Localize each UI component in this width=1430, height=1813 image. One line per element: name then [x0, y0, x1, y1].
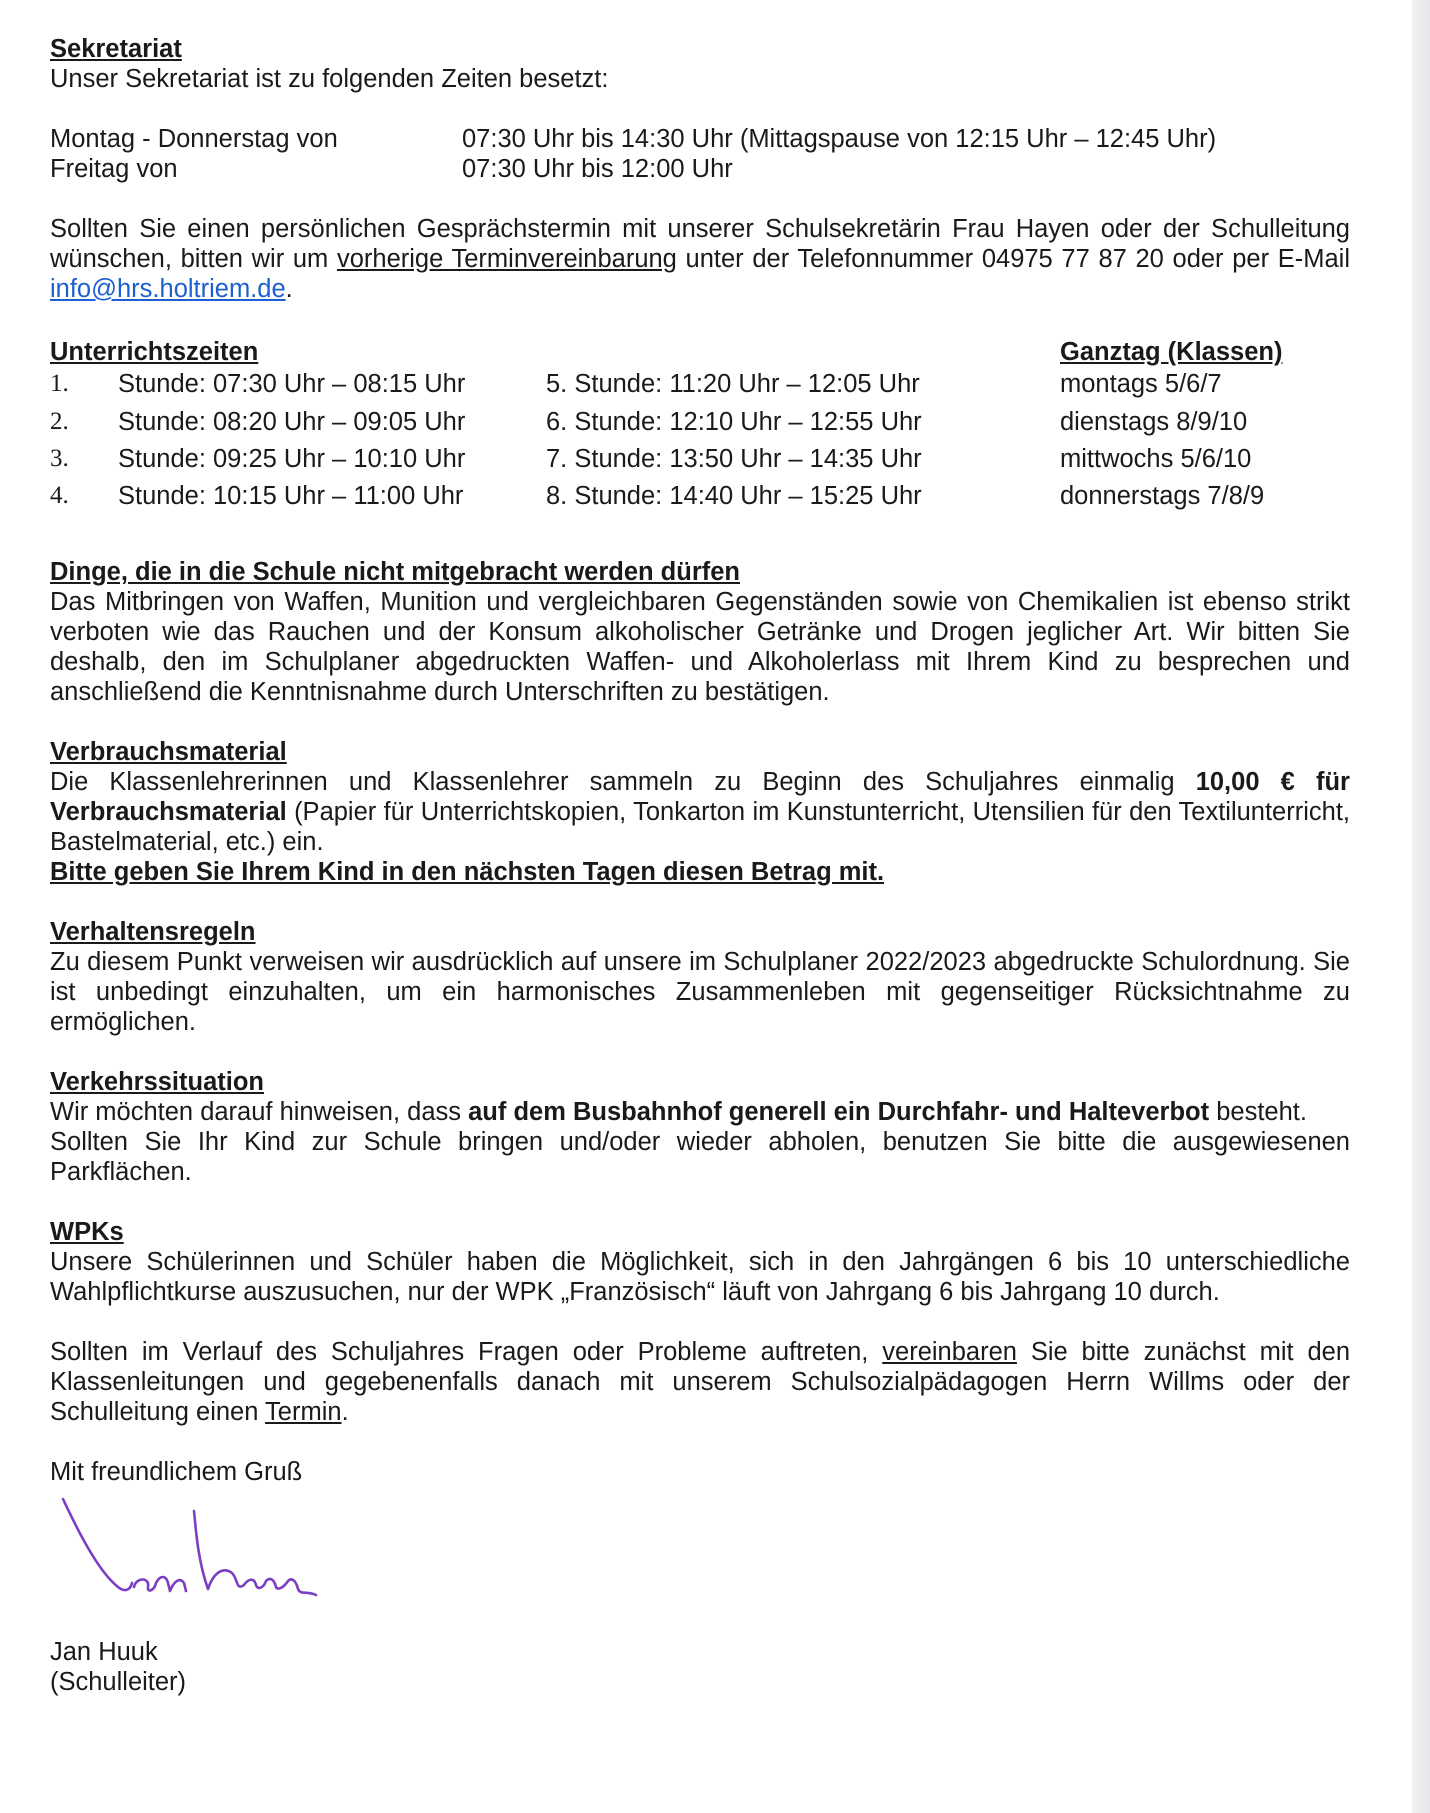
schedule-row	[50, 369, 1350, 405]
verbrauch-note: Bitte geben Sie Ihrem Kind in den nächsten Tagen diesen Betrag mit.	[50, 858, 885, 886]
verbrauch-text	[50, 767, 1350, 857]
heading-sekretariat: Sekretariat	[50, 35, 182, 63]
hours-row	[50, 124, 1350, 154]
hours-row	[50, 154, 1350, 184]
lesson-time: Stunde: 09:25 Uhr – 10:10 Uhr	[118, 445, 466, 473]
lesson-time: 8. Stunde: 14:40 Uhr – 15:25 Uhr	[546, 482, 922, 510]
lesson-number: 3.	[50, 445, 69, 472]
signer-name: Jan Huuk	[50, 1638, 158, 1666]
schedule-row	[50, 444, 1350, 480]
heading-verkehrssituation: Verkehrssituation	[50, 1068, 264, 1096]
ganztag-entry: montags 5/6/7	[1060, 370, 1222, 398]
heading-unterrichtszeiten: Unterrichtszeiten	[50, 338, 259, 366]
lesson-time: Stunde: 07:30 Uhr – 08:15 Uhr	[118, 370, 466, 398]
ganztag-entry: mittwochs 5/6/10	[1060, 445, 1252, 473]
hours-time: 07:30 Uhr bis 14:30 Uhr (Mittagspause von 12:15 Uhr – 12:45 Uhr)	[462, 125, 1217, 153]
section-sekretariat	[50, 34, 1350, 304]
hours-time: 07:30 Uhr bis 12:00 Uhr	[462, 155, 733, 183]
page-edge	[1412, 0, 1430, 1813]
contact-end: .	[285, 275, 293, 303]
sekretariat-intro: Unser Sekretariat ist zu folgenden Zeiten besetzt:	[50, 65, 609, 93]
section-unterrichtszeiten	[50, 337, 1350, 527]
ganztag-entry: dienstags 8/9/10	[1060, 408, 1248, 436]
wpk-text: Unsere Schülerinnen und Schüler haben die Möglichkeit, sich in den Jahrgängen 6 bis 10 unterschiedliche Wahlpflichtkurse auszusuchen, nur der WPK „Französisch“ läuft von Jahrgang 6 bis Jahrgang 10 durch.	[50, 1248, 1350, 1306]
hours-days: Montag - Donnerstag von	[50, 125, 338, 153]
verbrauch-text-part: (Papier für Unterrichtskopien, Tonkarton im Kunstunterricht, Utensilien für den Textilunterricht, Bastelmaterial, etc.) ein.	[50, 798, 1350, 856]
section-verkehrssituation	[50, 1067, 1350, 1187]
email-link[interactable]: info@hrs.holtriem.de	[50, 275, 286, 303]
verbrauch-text-part: Die Klassenlehrerinnen und Klassenlehrer sammeln zu Beginn des Schuljahres einmalig	[50, 768, 1196, 796]
verkehr-text-2: Sollten Sie Ihr Kind zur Schule bringen und/oder wieder abholen, benutzen Sie bitte die ausgewiesenen Parkflächen.	[50, 1128, 1350, 1186]
closing-underlined: Termin	[265, 1398, 342, 1426]
section-verhaltensregeln	[50, 917, 1350, 1037]
document-page	[50, 34, 1350, 1697]
contact-paragraph	[50, 214, 1350, 304]
contact-text: Sollten Sie einen persönlichen Gesprächstermin mit unserer Schulsekretärin Frau Hayen oder der Schulleitung wünschen, bitten wir um	[50, 215, 1350, 273]
heading-verbrauchsmaterial: Verbrauchsmaterial	[50, 738, 287, 766]
lesson-time: 7. Stunde: 13:50 Uhr – 14:35 Uhr	[546, 445, 922, 473]
section-verbotene-dinge	[50, 557, 1350, 707]
lesson-number: 1.	[50, 370, 69, 397]
lesson-time: 5. Stunde: 11:20 Uhr – 12:05 Uhr	[546, 370, 920, 398]
heading-wpks: WPKs	[50, 1218, 124, 1246]
verkehr-bold: auf dem Busbahnhof generell ein Durchfahr- und Halteverbot	[468, 1098, 1210, 1126]
closing-paragraph	[50, 1337, 1350, 1427]
schedule-row	[50, 481, 1350, 517]
heading-dinge: Dinge, die in die Schule nicht mitgebracht werden dürfen	[50, 558, 741, 586]
verkehr-text-part: besteht.	[1209, 1098, 1307, 1126]
hours-days: Freitag von	[50, 155, 178, 183]
lesson-time: Stunde: 08:20 Uhr – 09:05 Uhr	[118, 408, 466, 436]
signer-role: (Schulleiter)	[50, 1668, 187, 1696]
contact-text: unter der Telefonnummer 04975 77 87 20 oder per E-Mail	[676, 245, 1350, 273]
signature-icon	[58, 1491, 358, 1631]
section-closing	[50, 1337, 1350, 1697]
schedule-row	[50, 407, 1350, 443]
dinge-text: Das Mitbringen von Waffen, Munition und vergleichbaren Gegenständen sowie von Chemikalien ist ebenso strikt verboten wie das Rauchen und der Konsum alkoholischer Getränke und Drogen jeglicher Art. Wir bitten Sie deshalb, den im Schulplaner abgedruckten Waffen- und Alkoholerlass mit Ihrem Kind zu besprechen und anschließend die Kenntnisnahme durch Unterschriften zu bestätigen.	[50, 588, 1350, 706]
ganztag-entry: donnerstags 7/8/9	[1060, 482, 1265, 510]
verhalten-text: Zu diesem Punkt verweisen wir ausdrücklich auf unsere im Schulplaner 2022/2023 abgedruckte Schulordnung. Sie ist unbedingt einzuhalten, um ein harmonisches Zusammenleben mit gegenseitiger Rücksichtnahme zu ermöglichen.	[50, 948, 1350, 1036]
heading-ganztag: Ganztag (Klassen)	[1060, 338, 1283, 366]
heading-verhaltensregeln: Verhaltensregeln	[50, 918, 256, 946]
verkehr-text	[50, 1097, 1350, 1127]
section-wpks	[50, 1217, 1350, 1307]
signature	[50, 1487, 1350, 1637]
closing-text: Sie bitte zunächst mit den Klassenleitungen und gegebenenfalls danach mit unserem Schulsozialpädagogen Herrn Willms oder der Schulleitung einen	[50, 1338, 1350, 1426]
closing-text: .	[341, 1398, 349, 1426]
appointment-link: vorherige Terminvereinbarung	[336, 245, 677, 273]
lesson-time: Stunde: 10:15 Uhr – 11:00 Uhr	[118, 482, 464, 510]
closing-text: Sollten im Verlauf des Schuljahres Fragen oder Probleme auftreten,	[50, 1338, 883, 1366]
section-verbrauchsmaterial	[50, 737, 1350, 887]
verbrauch-amount: 10,00 € für Verbrauchsmaterial	[50, 768, 1350, 826]
closing-underlined: vereinbaren	[882, 1338, 1017, 1366]
lesson-number: 2.	[50, 408, 69, 435]
greeting: Mit freundlichem Gruß	[50, 1458, 303, 1486]
verkehr-text-part: Wir möchten darauf hinweisen, dass	[50, 1098, 469, 1126]
lesson-number: 4.	[50, 482, 69, 509]
lesson-time: 6. Stunde: 12:10 Uhr – 12:55 Uhr	[546, 408, 922, 436]
